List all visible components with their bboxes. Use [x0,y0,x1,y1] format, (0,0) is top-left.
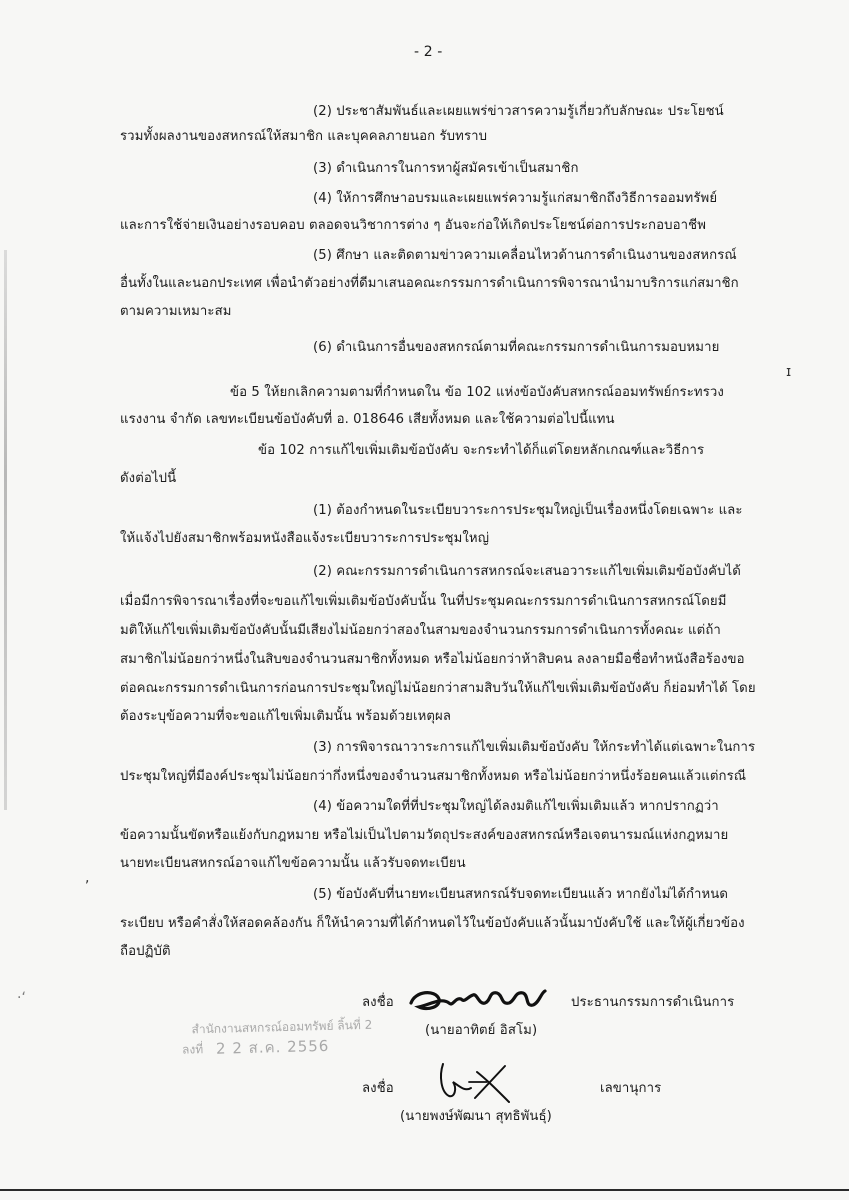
text-line: และการใช้จ่ายเงินอย่างรอบคอบ ตลอดจนวิชาการต่าง ๆ อันจะก่อให้เกิดประโยชน์ต่อการประกอบอาชีพ [120,218,706,233]
signer-role: ประธานกรรมการดำเนินการ [571,995,735,1010]
stamp-date: 2 2 ส.ค. 2556 [215,1036,330,1058]
stamp-received-label: ลงที่ [181,1042,204,1057]
scan-edge-shadow [4,250,7,810]
text-line: ข้อความนั้นขัดหรือแย้งกับกฎหมาย หรือไม่เป็นไปตามวัตถุประสงค์ของสหกรณ์หรือเจตนารมณ์แห่งกฎหมาย [120,828,729,843]
text-line: (5) ศึกษา และติดตามข่าวความเคลื่อนไหวด้านการดำเนินงานของสหกรณ์ [313,248,737,263]
sign-label: ลงชื่อ [362,995,394,1010]
text-line: สมาชิกไม่น้อยกว่าหนึ่งในสิบของจำนวนสมาชิกทั้งหมด หรือไม่น้อยกว่าห้าสิบคน ลงลายมือชื่อทำหนังสือร้องขอ [120,652,745,667]
text-line: ถือปฏิบัติ [120,944,171,959]
text-line: ข้อ 5 ให้ยกเลิกความตามที่กำหนดใน ข้อ 102 แห่งข้อบังคับสหกรณ์ออมทรัพย์กระทรวง [230,385,724,400]
scan-mark: ɪ [786,364,792,380]
receipt-stamp [181,1015,387,1076]
text-line: (3) การพิจารณาวาระการแก้ไขเพิ่มเติมข้อบังคับ ให้กระทำได้แต่เฉพาะในการ [313,740,756,755]
text-line: ดังต่อไปนี้ [120,471,177,486]
text-line: ระเบียบ หรือคำสั่งให้สอดคล้องกัน ก็ให้นำความที่ได้กำหนดไว้ในข้อบังคับแล้วนั้นมาบังคับใช้ และให้ผู้เกี่ยวข้อง [120,916,745,931]
text-line: ประชุมใหญ่ที่มีองค์ประชุมไม่น้อยกว่ากึ่งหนึ่งของจำนวนสมาชิกทั้งหมด หรือไม่น้อยกว่าหนึ่งร้อยคนแล้วแต่กรณี [120,769,747,784]
signer-role: เลขานุการ [600,1081,662,1096]
text-line: ต้องระบุข้อความที่จะขอแก้ไขเพิ่มเติมนั้น พร้อมด้วยเหตุผล [120,709,452,724]
text-line: อื่นทั้งในและนอกประเทศ เพื่อนำตัวอย่างที่ดีมาเสนอคณะกรรมการดำเนินการพิจารณานำมาบริการแก่สมาชิก [120,276,739,291]
signer-name: (นายพงษ์พัฒนา สุทธิพันธุ์) [400,1109,552,1124]
text-line: เมื่อมีการพิจารณาเรื่องที่จะขอแก้ไขเพิ่มเติมข้อบังคับนั้น ในที่ประชุมคณะกรรมการดำเนินการสหกรณ์โดยมี [120,594,727,609]
text-line: แรงงาน จำกัด เลขทะเบียนข้อบังคับที่ อ. 018646 เสียทั้งหมด และใช้ความต่อไปนี้แทน [120,412,615,427]
text-line: (6) ดำเนินการอื่นของสหกรณ์ตามที่คณะกรรมการดำเนินการมอบหมาย [313,340,720,355]
sign-label: ลงชื่อ [362,1081,394,1096]
scan-mark: ·‘ [17,990,26,1006]
scan-mark: , [85,870,90,886]
text-line: นายทะเบียนสหกรณ์อาจแก้ไขข้อความนั้น แล้วรับจดทะเบียน [120,856,466,871]
text-line: รวมทั้งผลงานของสหกรณ์ให้สมาชิก และบุคคลภายนอก รับทราบ [120,129,488,144]
text-line: ต่อคณะกรรมการดำเนินการก่อนการประชุมใหญ่ไม่น้อยกว่าสามสิบวันให้แก้ไขเพิ่มเติมข้อบังคับ ก็ย่อมทำได้ โดย [120,681,756,696]
signature-chairman [405,983,550,1019]
text-line: มติให้แก้ไขเพิ่มเติมข้อบังคับนั้นมีเสียงไม่น้อยกว่าสองในสามของจำนวนกรรมการดำเนินการทั้งคณะ แต่ถ้า [120,623,721,638]
text-line: ตามความเหมาะสม [120,304,232,319]
scan-bottom-edge [0,1189,849,1191]
text-line: (5) ข้อบังคับที่นายทะเบียนสหกรณ์รับจดทะเบียนแล้ว หากยังไม่ได้กำหนด [313,887,729,902]
text-line: (2) ประชาสัมพันธ์และเผยแพร่ข่าวสารความรู้เกี่ยวกับลักษณะ ประโยชน์ [313,104,724,119]
text-line: (1) ต้องกำหนดในระเบียบวาระการประชุมใหญ่เป็นเรื่องหนึ่งโดยเฉพาะ และ [313,503,743,518]
text-line: (3) ดำเนินการในการหาผู้สมัครเข้าเป็นสมาชิก [313,161,579,176]
signer-name: (นายอาทิตย์ อิสโม) [425,1023,538,1038]
signature-secretary [435,1058,515,1106]
text-line: (4) ให้การศึกษาอบรมและเผยแพร่ความรู้แก่สมาชิกถึงวิธีการออมทรัพย์ [313,191,718,206]
stamp-office: สำนักงานสหกรณ์ออมทรัพย์ ลิ้นที่ 2 [191,1017,373,1037]
page-number: - 2 - [414,44,443,60]
text-line: (4) ข้อความใดที่ที่ประชุมใหญ่ได้ลงมติแก้ไขเพิ่มเติมแล้ว หากปรากฏว่า [313,799,719,814]
text-line: ให้แจ้งไปยังสมาชิกพร้อมหนังสือแจ้งระเบียบวาระการประชุมใหญ่ [120,531,490,546]
text-line: ข้อ 102 การแก้ไขเพิ่มเติมข้อบังคับ จะกระทำได้ก็แต่โดยหลักเกณฑ์และวิธีการ [258,443,705,458]
text-line: (2) คณะกรรมการดำเนินการสหกรณ์จะเสนอวาระแก้ไขเพิ่มเติมข้อบังคับได้ [313,564,741,579]
